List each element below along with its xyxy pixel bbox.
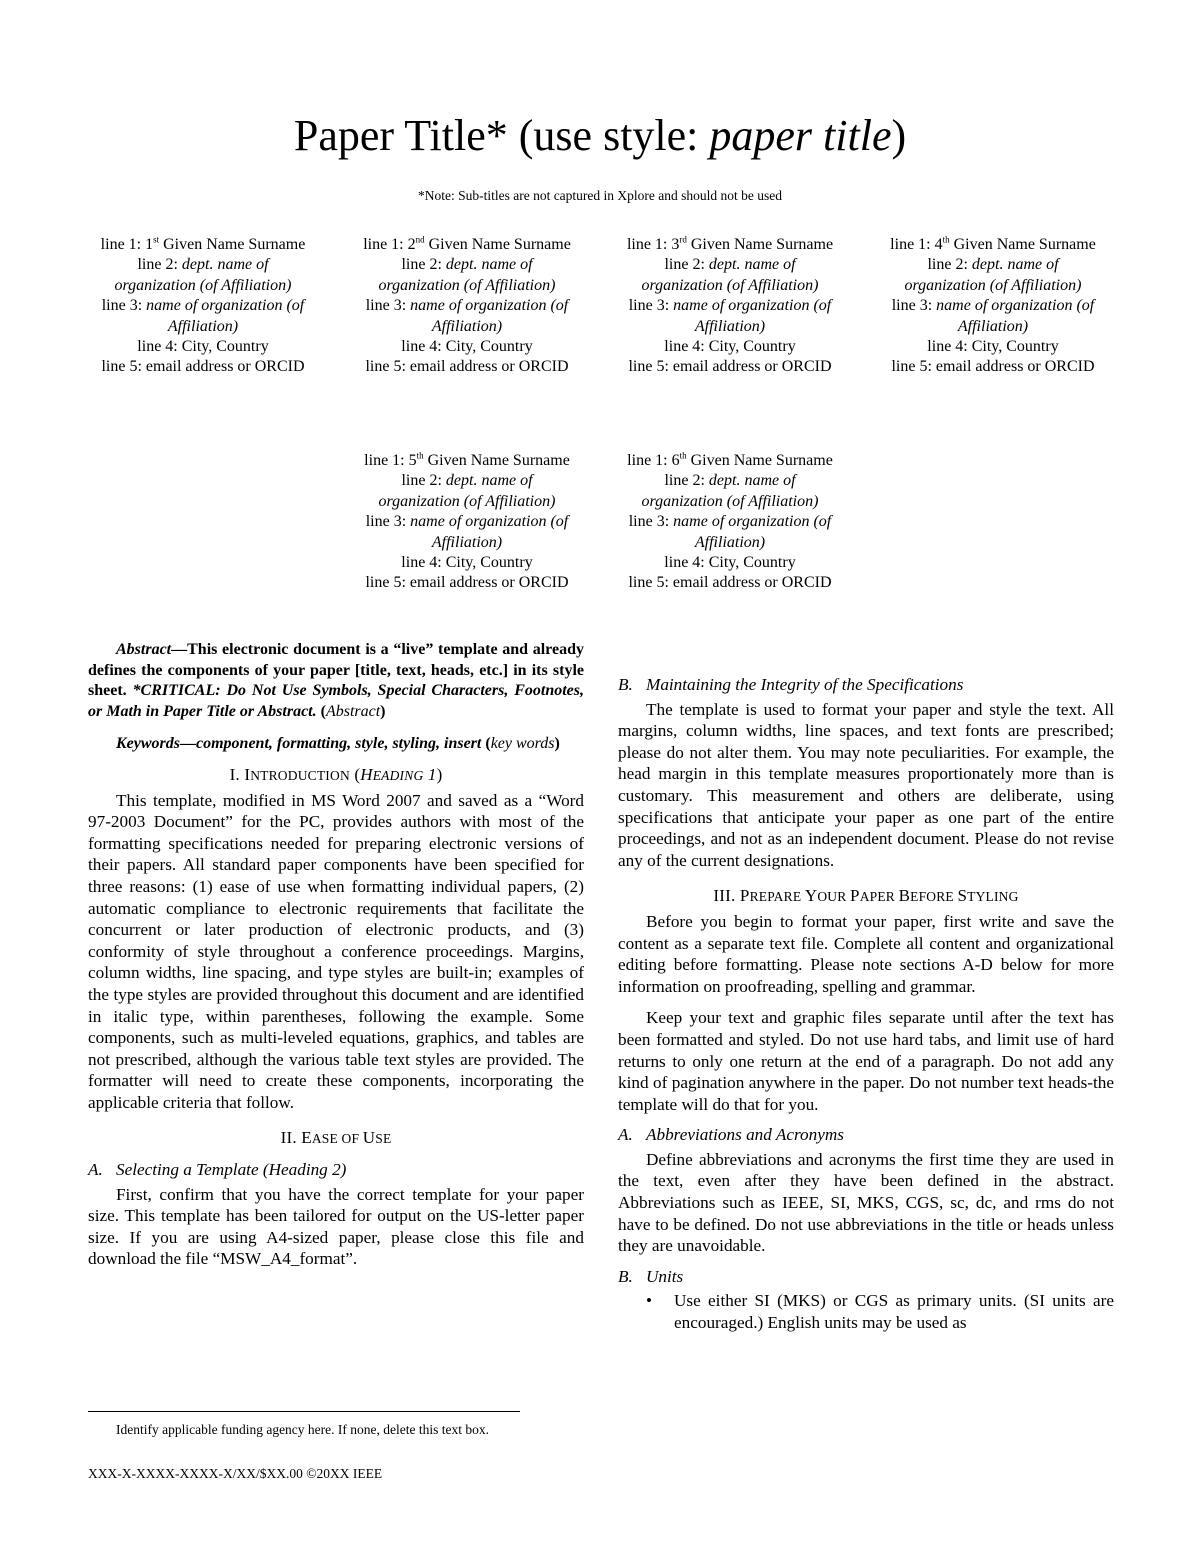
author-org-affiliation: organization (of Affiliation) [378, 276, 556, 294]
keywords: Keywords—component, formatting, style, styling, insert (key words) [116, 735, 560, 753]
author-org-line: line 3: name of organization (of [101, 297, 305, 315]
subsection-heading-units: B. Units [618, 1266, 684, 1286]
author-name-line: line 1: 5th Given Name Surname [364, 450, 570, 469]
author-org-affiliation: organization (of Affiliation) [904, 276, 1082, 294]
author-dept-line: line 2: dept. name of [664, 256, 796, 274]
subsection-heading-abbreviations: A. Abbreviations and Acronyms [618, 1125, 844, 1145]
author-org-line: line 3: name of organization (of [891, 297, 1095, 315]
author-city-line: line 4: City, Country [664, 554, 796, 572]
author-org-line: line 3: name of organization (of [365, 297, 569, 315]
abbreviations-paragraph: Define abbreviations and acronyms the first time they are used in the text, even after they have been defined in the abstract. Abbreviations such as IEEE, SI, MKS, CGS, sc, dc, and rms do not have to be defined. Do not use abbreviations in the title or heads unless they are unavoidable. [618, 1149, 1114, 1256]
author-dept-line: line 2: dept. name of [401, 472, 533, 490]
copyright-notice: XXX-X-XXXX-XXXX-X/XX/$XX.00 ©20XX IEEE [88, 1466, 383, 1481]
author-name-line: line 1: 3rd Given Name Surname [626, 234, 834, 253]
author-dept-line: line 2: dept. name of [664, 472, 796, 490]
introduction-paragraph: This template, modified in MS Word 2007 and saved as a “Word 97-2003 Document” for the PC, provides authors with most of the formatting specifications needed for preparing electronic versions of their papers. All standard paper components have been specified for three reasons: (1) ease of use when formatting individual papers, (2) automatic compliance to electronic requirements that facilitate the concurrent or later production of electronic products, and (3) conformity of style throughout a conference proceedings. Margins, column widths, line spacing, and type styles are built-in; examples of the type styles are provided throughout this document and are identified in italic type, within parentheses, following the example. Some components, such as multi-leveled equations, graphics, and tables are not prescribed, although the various table text styles are provided. The formatter will need to create these components, incorporating the applicable criteria that follow. [88, 790, 584, 1112]
author-affiliation: Affiliation) [167, 317, 239, 335]
author-email-line: line 5: email address or ORCID [628, 358, 832, 376]
author-block-2 [349, 235, 585, 378]
author-city-line: line 4: City, Country [137, 338, 269, 356]
author-city-line: line 4: City, Country [927, 338, 1059, 356]
author-org-line: line 3: name of organization (of [628, 297, 832, 315]
right-column [618, 674, 1114, 1334]
author-block-1 [85, 235, 321, 378]
author-name-line: line 1: 1st Given Name Surname [100, 234, 306, 253]
funding-footnote: Identify applicable funding agency here. If none, delete this text box. [116, 1422, 489, 1437]
author-affiliation: Affiliation) [957, 317, 1029, 335]
author-org-line: line 3: name of organization (of [628, 513, 832, 531]
author-name-line: line 1: 6th Given Name Surname [627, 450, 833, 469]
author-email-line: line 5: email address or ORCID [101, 358, 305, 376]
subsection-heading-selecting-template: A. Selecting a Template (Heading 2) [88, 1160, 347, 1180]
author-email-line: line 5: email address or ORCID [365, 574, 569, 592]
subsection-heading-maintaining-integrity: B. Maintaining the Integrity of the Specifications [618, 675, 964, 694]
author-block-6 [612, 451, 848, 594]
bullet-icon: • [646, 1291, 653, 1311]
author-email-line: line 5: email address or ORCID [628, 574, 832, 592]
author-block-3 [612, 235, 848, 378]
author-affiliation: Affiliation) [694, 317, 766, 335]
author-org-affiliation: organization (of Affiliation) [641, 492, 819, 510]
author-affiliation: Affiliation) [431, 317, 503, 335]
author-dept-line: line 2: dept. name of [927, 256, 1059, 274]
author-name-line: line 1: 4th Given Name Surname [890, 234, 1096, 253]
author-city-line: line 4: City, Country [664, 338, 796, 356]
author-city-line: line 4: City, Country [401, 338, 533, 356]
author-dept-line: line 2: dept. name of [401, 256, 533, 274]
section-heading-ease-of-use: II. EASE OF USE [280, 1128, 392, 1148]
units-bullet-item [618, 1290, 1114, 1333]
footnote-divider [88, 1411, 520, 1412]
selecting-template-paragraph: First, confirm that you have the correct template for your paper size. This template has been tailored for output on the US-letter paper size. If you are using A4-sized paper, please close this file and download the file “MSW_A4_format”. [88, 1184, 584, 1269]
section-heading-prepare-paper: III. PREPARE YOUR PAPER BEFORE STYLING [713, 886, 1019, 906]
subtitle-note: *Note: Sub-titles are not captured in Xplore and should not be used [417, 188, 783, 203]
author-org-affiliation: organization (of Affiliation) [114, 276, 292, 294]
author-block-4 [875, 235, 1111, 378]
abstract: Abstract—This electronic document is a “live” template and already defines the components of your paper [title, text, heads, etc.] in its style sheet. *CRITICAL: Do Not Use Symbols, Special Characters, Footnotes, or Math in Paper Title or Abstract. (Abstract) [88, 641, 585, 720]
paper-title: Paper Title* (use style: paper title) [293, 111, 907, 160]
author-affiliation: Affiliation) [431, 533, 503, 551]
author-city-line: line 4: City, Country [401, 554, 533, 572]
author-name-line: line 1: 2nd Given Name Surname [363, 234, 571, 253]
author-dept-line: line 2: dept. name of [137, 256, 269, 274]
prepare-paragraph-2: Keep your text and graphic files separate until after the text has been formatted and styled. Do not use hard tabs, and limit use of hard returns to only one return at the end of a paragraph. Do not add any kind of pagination anywhere in the paper. Do not number text heads-the template will do that for you. [618, 1008, 1114, 1114]
author-email-line: line 5: email address or ORCID [365, 358, 569, 376]
maintaining-integrity-paragraph: The template is used to format your paper and style the text. All margins, column widths, line spaces, and text fonts are prescribed; please do not alter them. You may note peculiarities. For example, the head margin in this template measures proportionately more than is customary. This measurement and others are deliberate, using specifications that anticipate your paper as one part of the entire proceedings, and not as an independent document. Please do not revise any of the current designations. [618, 699, 1114, 870]
author-email-line: line 5: email address or ORCID [891, 358, 1095, 376]
prepare-paragraph-1: Before you begin to format your paper, first write and save the content as a separate text file. Complete all content and organizational editing before formatting. Please note sections A-D below for more information on proofreading, spelling and grammar. [618, 911, 1114, 996]
author-org-affiliation: organization (of Affiliation) [641, 276, 819, 294]
units-bullet-text: Use either SI (MKS) or CGS as primary units. (SI units are encouraged.) English units may be used as [674, 1291, 1114, 1333]
author-block-5 [349, 451, 585, 594]
author-affiliation: Affiliation) [694, 533, 766, 551]
left-column [88, 640, 584, 1270]
author-org-affiliation: organization (of Affiliation) [378, 492, 556, 510]
author-org-line: line 3: name of organization (of [365, 513, 569, 531]
section-heading-introduction: I. INTRODUCTION (HEADING 1) [229, 764, 443, 784]
